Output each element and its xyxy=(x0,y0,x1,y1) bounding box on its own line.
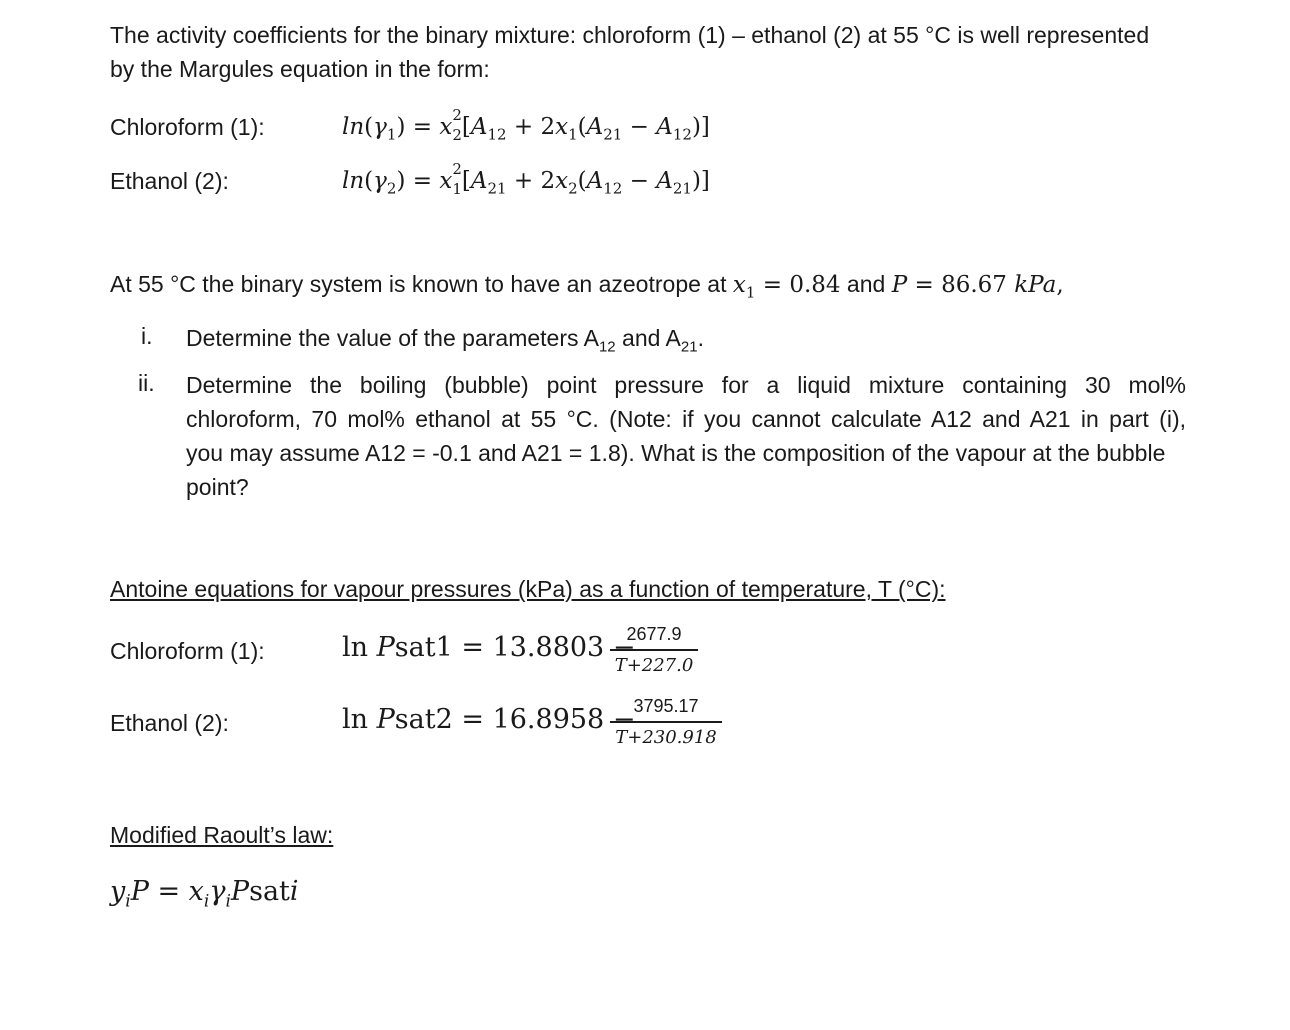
margules-ethanol-label: Ethanol (2): xyxy=(110,168,229,194)
question-ii-line-4: point? xyxy=(186,474,249,500)
question-ii-line-1: Determine the boiling (bubble) point pressure for a liquid mixture containing 30 mol% xyxy=(186,372,1186,398)
antoine-equation-2: ln Psat2 = 16.8958 − xyxy=(342,704,636,735)
question-ii xyxy=(186,368,1186,504)
question-i-text: Determine the value of the parameters A xyxy=(186,325,599,351)
intro-paragraph xyxy=(110,18,1185,86)
antoine-fraction-2 xyxy=(610,696,722,748)
intro-line-2: by the Margules equation in the form: xyxy=(110,56,490,82)
raoult-equation: $y_iP$ = $x_i\gamma_iPsati$ xyxy=(110,876,299,912)
question-ii-line-3: you may assume A12 = -0.1 and A21 = 1.8). What is the composition of the vapour at the bubble xyxy=(186,440,1166,466)
question-i: Determine the value of the parameters $A_{12}$ and $A_{21}$. xyxy=(186,325,704,356)
antoine-ethanol-label: Ethanol (2): xyxy=(110,710,229,736)
intro-line-1: The activity coefficients for the binary mixture: chloroform (1) – ethanol (2) at 55 °C is well represented xyxy=(110,22,1150,48)
azeotrope-text: At 55 °C the binary system is known to have an azeotrope at xyxy=(110,271,733,297)
antoine-a2: 16.8958 xyxy=(492,704,605,735)
antoine-chloroform-label: Chloroform (1): xyxy=(110,638,265,664)
question-ii-line-2: chloroform, 70 mol% ethanol at 55 °C. (Note: if you cannot calculate A12 and A21 in part (i), xyxy=(186,406,1186,432)
question-i-marker: i. xyxy=(141,323,153,349)
antoine-fraction-1 xyxy=(610,624,698,676)
azeotrope-pressure-value: 86.67 xyxy=(941,272,1007,298)
azeotrope-statement: At 55 °C the binary system is known to have an azeotrope at $x_1 = 0.84$ and P = 86.67 kPa, xyxy=(110,271,1064,302)
margules-equation-1: $\ln(\gamma_1) = x$ $_{2 2}[A_{12} + 2x_1(A_{21} - A_{12})]$ xyxy=(342,105,710,144)
antoine-a1: 13.8803 xyxy=(492,632,605,663)
antoine-c1: T+227.0 xyxy=(614,655,694,676)
azeotrope-x1-value: 0.84 xyxy=(789,272,841,298)
antoine-b2: 3795.17 xyxy=(610,696,722,723)
azeotrope-and: and xyxy=(840,271,892,297)
antoine-b1: 2677.9 xyxy=(610,624,698,651)
antoine-equation-1: ln Psat1 = 13.8803 − xyxy=(342,632,636,663)
margules-chloroform-label: Chloroform (1): xyxy=(110,114,265,140)
raoult-heading: Modified Raoult’s law: xyxy=(110,822,334,848)
antoine-heading: Antoine equations for vapour pressures (kPa) as a function of temperature, T (°C): xyxy=(110,576,946,602)
question-ii-marker: ii. xyxy=(138,370,155,396)
antoine-c2: T+230.918 xyxy=(615,727,717,748)
margules-equation-2: $\ln(\gamma_2) = x$ $_{2 1}[A_{21} + 2x_2(A_{12} - A_{21})]$ xyxy=(342,159,710,198)
